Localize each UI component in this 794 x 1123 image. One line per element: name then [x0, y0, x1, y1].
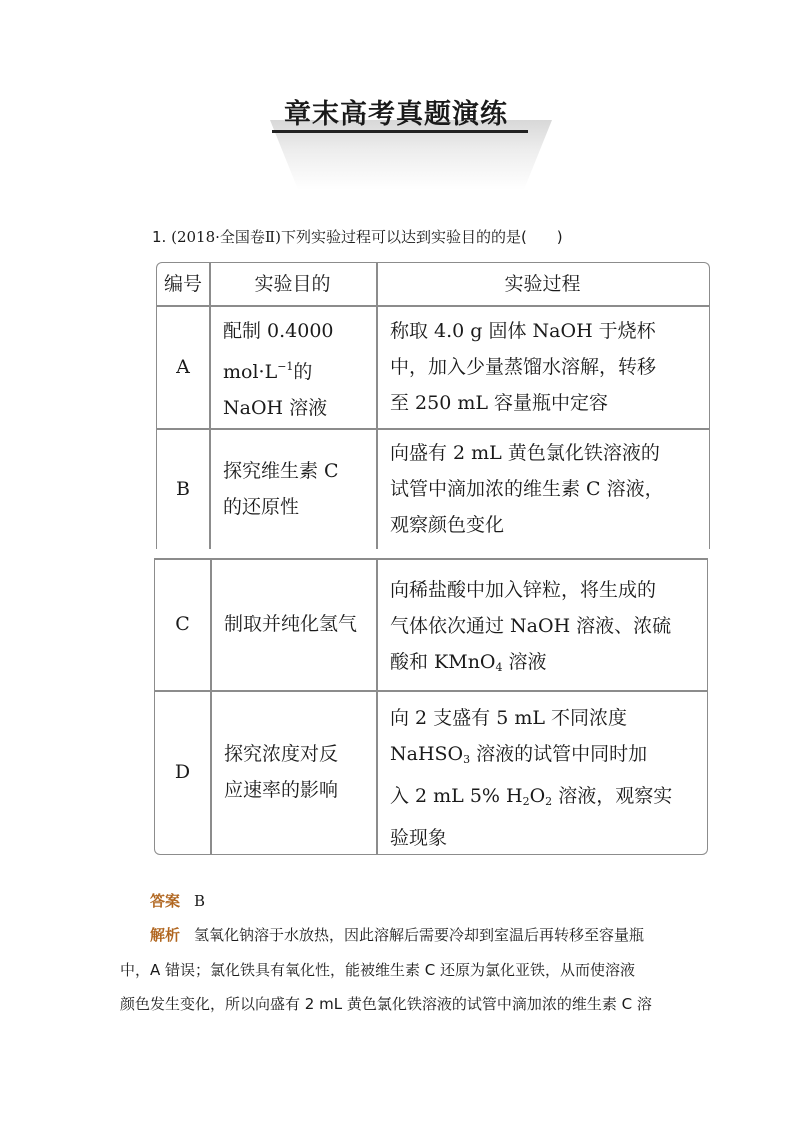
experiment-table-part2 [154, 558, 708, 855]
row-a-id: A [176, 355, 190, 378]
row-b-process [376, 435, 709, 543]
answer [150, 890, 205, 911]
question-stem [152, 226, 563, 247]
title-underline [272, 130, 528, 133]
row-d-process-line: 验现象 [390, 827, 448, 849]
row-c-id: C [175, 613, 190, 635]
row-a-process [376, 313, 709, 421]
row-b-purpose-line: 的还原性 [223, 496, 300, 518]
row-a-purpose-line: 配制 0.4000 [223, 320, 334, 342]
row-c-purpose: 制取并纯化氢气 [224, 613, 358, 635]
question-number: 1. [152, 228, 167, 246]
row-d-purpose [210, 736, 376, 808]
explanation-label: 解析 [150, 926, 181, 944]
row-b-purpose [209, 453, 376, 525]
explanation-line: 中，A 错误；氯化铁具有氧化性，能被维生素 C 还原为氯化亚铁，从而使溶液 [120, 961, 636, 979]
row-c-process-line: 气体依次通过 NaOH 溶液、浓硫 [390, 615, 672, 637]
row-a-process-line: 至 250 mL 容量瓶中定容 [390, 392, 609, 414]
question-text: 下列实验过程可以达到实验目的的是( ) [280, 228, 563, 246]
row-divider [157, 428, 709, 430]
row-d-purpose-line: 探究浓度对反 [224, 743, 339, 765]
experiment-table-part1 [156, 262, 710, 549]
chapter-title: 章末高考真题演练 [284, 99, 508, 130]
row-c-process-line: 向稀盐酸中加入锌粒，将生成的 [390, 579, 657, 601]
explanation-line: 颜色发生变化，所以向盛有 2 mL 黄色氯化铁溶液的试管中滴加浓的维生素 C 溶 [120, 995, 652, 1013]
row-a-purpose [209, 313, 376, 426]
row-a-process-line: 中，加入少量蒸馏水溶解，转移 [390, 356, 657, 378]
question-source: (2018·全国卷Ⅱ) [171, 228, 281, 246]
header-purpose: 实验目的 [254, 273, 331, 295]
chapter-title-banner [270, 90, 560, 200]
row-d-purpose-line: 应速率的影响 [224, 779, 339, 801]
row-b-id: B [176, 477, 190, 500]
row-d-process-line: 向 2 支盛有 5 mL 不同浓度 [390, 707, 628, 729]
explanation-text: 氢氧化钠溶于水放热，因此溶解后需要冷却到室温后再转移至容量瓶 [194, 926, 645, 944]
answer-label: 答案 [150, 892, 181, 910]
row-d-process-line: 入 2 mL 5% $H_2O_2$ 溶液，观察实 [390, 785, 673, 808]
row-d-id: D [174, 761, 191, 783]
row-c-process [376, 572, 707, 686]
row-d-process [376, 700, 707, 855]
explanation-line [150, 924, 644, 945]
row-a-purpose-line: NaOH 溶液 [223, 397, 328, 419]
header-process: 实验过程 [504, 273, 581, 295]
row-b-process-line: 观察颜色变化 [390, 514, 505, 536]
row-c-process-line: 酸和 KMnO$_4$ 溶液 [390, 651, 547, 674]
answer-value: B [194, 892, 206, 910]
row-a-process-line: 称取 4.0 g 固体 NaOH 于烧杯 [390, 320, 656, 342]
row-b-purpose-line: 探究维生素 C [223, 460, 339, 482]
row-a-purpose-line: $mol\cdot L^{-1}$的 [223, 360, 313, 383]
row-d-process-line: NaHSO$_3$ 溶液的试管中同时加 [390, 743, 648, 766]
header-id: 编号 [163, 273, 202, 295]
row-b-process-line: 向盛有 2 mL 黄色氯化铁溶液的 [390, 442, 660, 464]
row-divider [155, 690, 707, 692]
row-b-process-line: 试管中滴加浓的维生素 C 溶液， [390, 478, 664, 500]
row-divider [157, 305, 709, 307]
